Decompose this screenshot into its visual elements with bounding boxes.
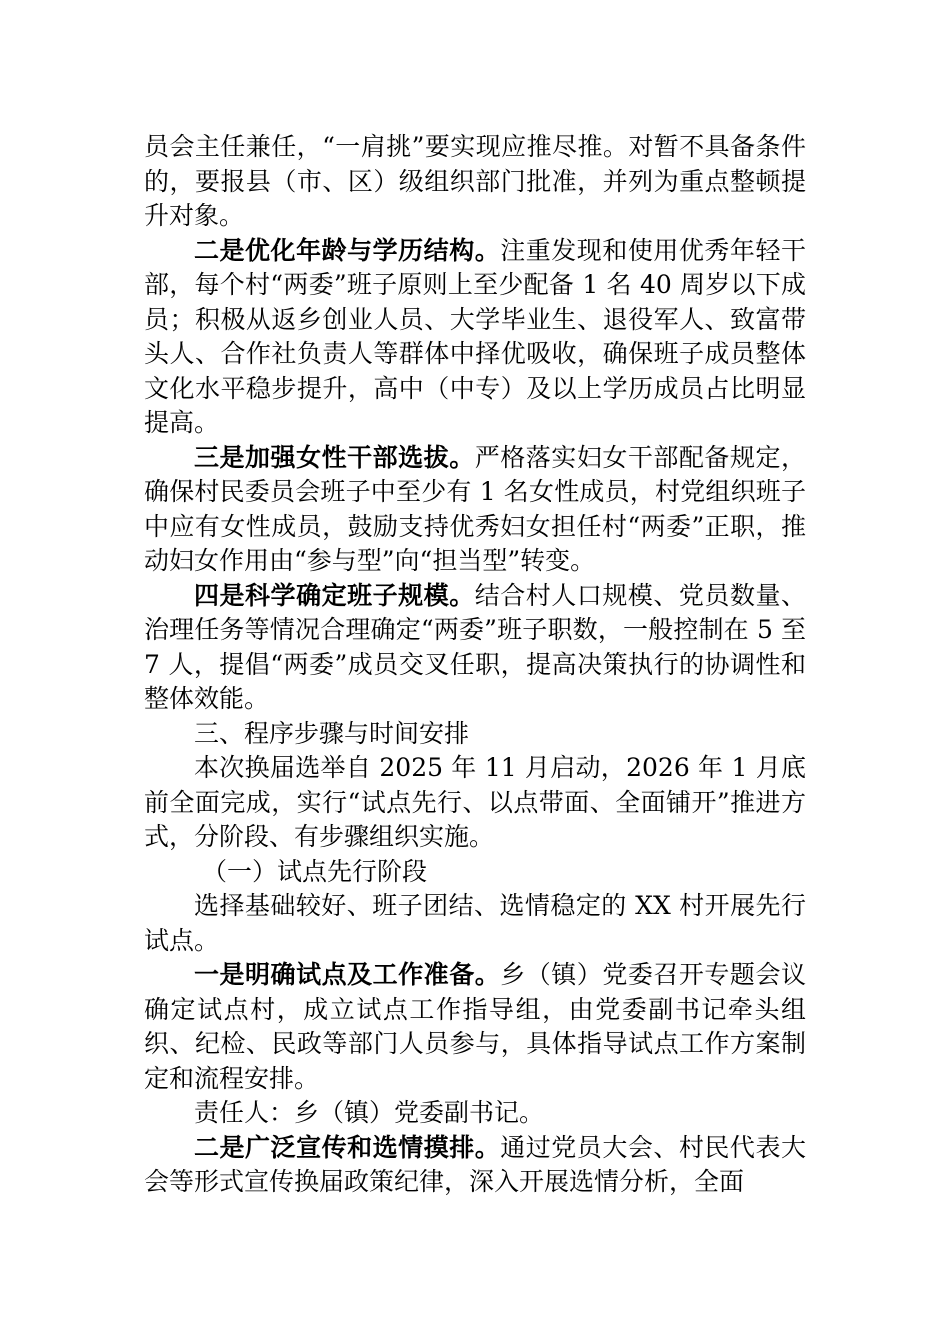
paragraph-responsible-person [144,1096,806,1131]
paragraph-continuation [144,130,806,234]
paragraph-text: 严格落实妇女干部配备规定，确保村民委员会班子中至少有 1 名女性成员，村党组织班子中应有女性成员，鼓励支持优秀妇女担任村“两委”正职，推动妇女作用由“参与型”向“担当型”转变。 [144,442,806,575]
paragraph-pilot-preparation [144,958,806,1096]
paragraph-publicity [144,1131,806,1200]
paragraph-text: 结合村人口规模、党员数量、治理任务等情况合理确定“两委”班子职数，一般控制在 5 至 7 人，提倡“两委”成员交叉任职，提高决策执行的协调性和整体效能。 [144,580,806,713]
paragraph-lead: 二是优化年龄与学历结构。 [194,235,501,265]
paragraph-text: 责任人：乡（镇）党委副书记。 [194,1098,545,1127]
paragraph-text: 员会主任兼任，“一肩挑”要实现应推尽推。对暂不具备条件的，要报县（市、区）级组织部门批准，并列为重点整顿提升对象。 [144,132,806,230]
paragraph-team-size [144,579,806,717]
subsection-heading-text: （一）试点先行阶段 [202,856,428,886]
paragraph-lead: 一是明确试点及工作准备。 [194,960,501,989]
paragraph-lead: 二是广泛宣传和选情摸排。 [194,1132,501,1162]
paragraph-text: 选择基础较好、班子团结、选情稳定的 XX 村开展先行试点。 [144,891,806,955]
paragraph-lead: 四是科学确定班子规模。 [194,580,475,610]
paragraph-age-education [144,234,806,441]
paragraph-lead: 三是加强女性干部选拔。 [194,442,475,472]
paragraph-schedule [144,751,806,855]
section-heading-text: 三、程序步骤与时间安排 [194,718,470,748]
subsection-heading [144,855,806,890]
paragraph-text: 通过党员大会、村民代表大会等形式宣传换届政策纪律，深入开展选情分析，全面 [144,1132,806,1196]
section-heading [144,717,806,752]
paragraph-text: 本次换届选举自 2025 年 11 月启动，2026 年 1 月底前全面完成，实行“试点先行、以点带面、全面铺开”推进方式，分阶段、有步骤组织实施。 [144,753,806,851]
paragraph-pilot-selection [144,889,806,958]
paragraph-text: 注重发现和使用优秀年轻干部，每个村“两委”班子原则上至少配备 1 名 40 周岁以下成员；积极从返乡创业人员、大学毕业生、退役军人、致富带头人、合作社负责人等群体中择优吸收，确保班子成员整体文化水平稳步提升，高中（中专）及以上学历成员占比明显提高。 [144,235,806,437]
paragraph-text: 乡（镇）党委召开专题会议确定试点村，成立试点工作指导组，由党委副书记牵头组织、纪检、民政等部门人员参与，具体指导试点工作方案制定和流程安排。 [144,960,806,1093]
paragraph-female-cadres [144,441,806,579]
document-page [144,130,806,1200]
